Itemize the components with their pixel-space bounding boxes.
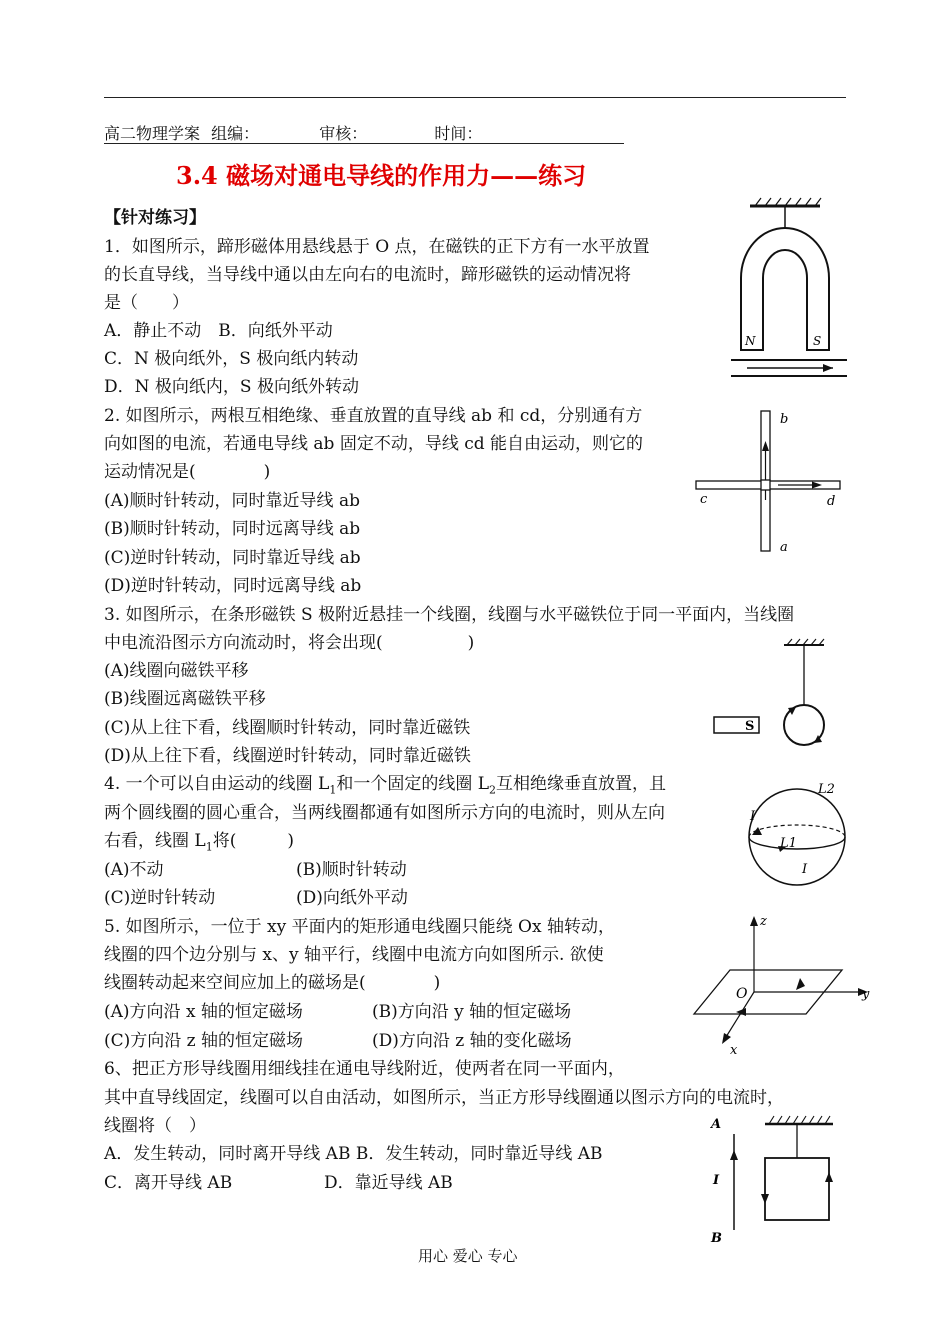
q2-option-c: (C)逆时针转动，同时靠近导线 ab bbox=[104, 548, 361, 568]
q4-line-3 bbox=[104, 830, 294, 858]
page-footer: 用心 爱心 专心 bbox=[418, 1247, 518, 1265]
q4-option-d: (D)向纸外平动 bbox=[296, 888, 408, 908]
q4-line-1-sub1: 1 bbox=[329, 783, 337, 797]
q3-option-b: (B)线圈远离磁铁平移 bbox=[104, 689, 266, 709]
q5-fig-label-z: z bbox=[760, 914, 767, 929]
q6-fig-label-b: B bbox=[711, 1231, 722, 1246]
q1-fig-label-s: S bbox=[813, 334, 822, 348]
q6-line-1: 6、把正方形导线圈用细线挂在通电导线附近，使两者在同一平面内， bbox=[104, 1059, 625, 1079]
horseshoe-magnet-figure bbox=[725, 190, 850, 385]
q6-option-d: D．靠近导线 AB bbox=[324, 1173, 453, 1193]
q1-option-d: D．N 极向纸内，S 极向纸外转动 bbox=[104, 377, 359, 397]
q5-line-3: 线圈转动起来空间应加上的磁场是( ) bbox=[104, 973, 441, 993]
q6-line-3: 线圈将（ ） bbox=[104, 1116, 206, 1136]
bar-magnet-coil-figure bbox=[712, 635, 842, 750]
q5-option-d: (D)方向沿 z 轴的变化磁场 bbox=[372, 1031, 572, 1051]
xyz-coil-figure bbox=[688, 912, 878, 1057]
q4-line-1-b: 和一个固定的线圈 L bbox=[336, 774, 490, 794]
q1-fig-label-n: N bbox=[745, 334, 756, 348]
header-course: 高二物理学案 bbox=[104, 124, 201, 143]
q2-line-1: 2. 如图所示，两根互相绝缘、垂直放置的直导线 ab 和 cd，分别通有方 bbox=[104, 406, 643, 426]
q4-line-1 bbox=[104, 773, 666, 801]
crossed-wires-figure bbox=[690, 405, 850, 560]
section-heading: 【针对练习】 bbox=[104, 208, 206, 228]
q6-option-ab: A．发生转动，同时离开导线 AB B．发生转动，同时靠近导线 AB bbox=[104, 1144, 603, 1164]
q5-fig-label-o: O bbox=[736, 986, 748, 1002]
q1-line-2: 的长直导线，当导线中通以由左向右的电流时，蹄形磁铁的运动情况将 bbox=[104, 265, 631, 285]
q3-fig-label-s: S bbox=[745, 719, 755, 734]
header-line bbox=[104, 121, 624, 144]
q3-option-c: (C)从上往下看，线圈顺时针转动，同时靠近磁铁 bbox=[104, 718, 471, 738]
q1-option-c: C．N 极向纸外，S 极向纸内转动 bbox=[104, 349, 359, 369]
q6-option-c: C．离开导线 AB bbox=[104, 1173, 233, 1193]
square-coil-wire-figure bbox=[705, 1112, 840, 1247]
header-review-label: 审核： bbox=[319, 124, 368, 143]
q4-fig-label-i-left: I bbox=[750, 809, 756, 824]
q6-fig-label-i: I bbox=[713, 1173, 720, 1188]
header-editor-label: 组编： bbox=[211, 124, 260, 143]
q2-line-3: 运动情况是( ) bbox=[104, 462, 271, 482]
q5-option-c: (C)方向沿 z 轴的恒定磁场 bbox=[104, 1031, 304, 1051]
q3-option-a: (A)线圈向磁铁平移 bbox=[104, 661, 249, 681]
header-time-label: 时间： bbox=[434, 124, 483, 143]
q6-fig-label-a: A bbox=[711, 1117, 722, 1132]
q2-fig-label-b: b bbox=[780, 412, 789, 427]
q5-fig-label-y: y bbox=[862, 987, 870, 1002]
q2-option-d: (D)逆时针转动，同时远离导线 ab bbox=[104, 576, 362, 596]
q4-line-3-a: 右看，线圈 L bbox=[104, 831, 206, 851]
q4-option-c: (C)逆时针转动 bbox=[104, 888, 216, 908]
q2-option-a: (A)顺时针转动，同时靠近导线 ab bbox=[104, 491, 360, 511]
q5-option-a: (A)方向沿 x 轴的恒定磁场 bbox=[104, 1002, 303, 1022]
q4-line-2: 两个圆线圈的圆心重合，当两线圈都通有如图所示方向的电流时，则从左向 bbox=[104, 803, 665, 823]
q4-line-3-sub: 1 bbox=[205, 840, 213, 854]
q3-line-2: 中电流沿图示方向流动时，将会出现( ) bbox=[104, 633, 475, 653]
two-coils-figure bbox=[740, 775, 855, 893]
q3-line-1: 3. 如图所示，在条形磁铁 S 极附近悬挂一个线圈，线圈与水平磁铁位于同一平面内，当线圈 bbox=[104, 605, 795, 625]
q2-fig-label-a: a bbox=[780, 540, 788, 555]
q4-option-a: (A)不动 bbox=[104, 860, 164, 880]
q4-fig-label-l2: L2 bbox=[818, 782, 835, 797]
q4-line-1-c: 互相绝缘垂直放置，且 bbox=[496, 774, 667, 794]
q4-line-1-sub2: 2 bbox=[489, 783, 497, 797]
q4-fig-label-l1: L1 bbox=[780, 836, 797, 851]
q5-line-2: 线圈的四个边分别与 x、y 轴平行，线圈中电流方向如图所示. 欲使 bbox=[104, 945, 604, 965]
q1-line-1: 1．如图所示，蹄形磁体用悬线悬于 O 点，在磁铁的正下方有一水平放置 bbox=[104, 237, 650, 257]
q4-line-3-b: 将( ) bbox=[212, 831, 294, 851]
q2-option-b: (B)顺时针转动，同时远离导线 ab bbox=[104, 519, 361, 539]
q5-fig-label-x: x bbox=[730, 1043, 738, 1058]
q6-line-2: 其中直导线固定，线圈可以自由活动，如图所示，当正方形导线圈通以图示方向的电流时， bbox=[104, 1088, 784, 1108]
q1-option-ab: A．静止不动 B．向纸外平动 bbox=[104, 321, 333, 341]
q4-line-1-a: 4. 一个可以自由运动的线圈 L bbox=[104, 774, 330, 794]
page-title: 3.4 磁场对通电导线的作用力——练习 bbox=[176, 161, 587, 190]
q2-line-2: 向如图的电流，若通电导线 ab 固定不动，导线 cd 能自由运动，则它的 bbox=[104, 434, 644, 454]
q5-option-b: (B)方向沿 y 轴的恒定磁场 bbox=[372, 1002, 572, 1022]
header-rule bbox=[104, 97, 846, 98]
q3-option-d: (D)从上往下看，线圈逆时针转动，同时靠近磁铁 bbox=[104, 746, 471, 766]
q1-line-3: 是（ ） bbox=[104, 293, 189, 313]
q4-option-b: (B)顺时针转动 bbox=[296, 860, 407, 880]
q2-fig-label-c: c bbox=[700, 492, 708, 507]
q4-fig-label-i-bottom: I bbox=[802, 862, 808, 877]
q5-line-1: 5. 如图所示，一位于 xy 平面内的矩形通电线圈只能绕 Ox 轴转动， bbox=[104, 917, 615, 937]
q2-fig-label-d: d bbox=[827, 494, 836, 509]
